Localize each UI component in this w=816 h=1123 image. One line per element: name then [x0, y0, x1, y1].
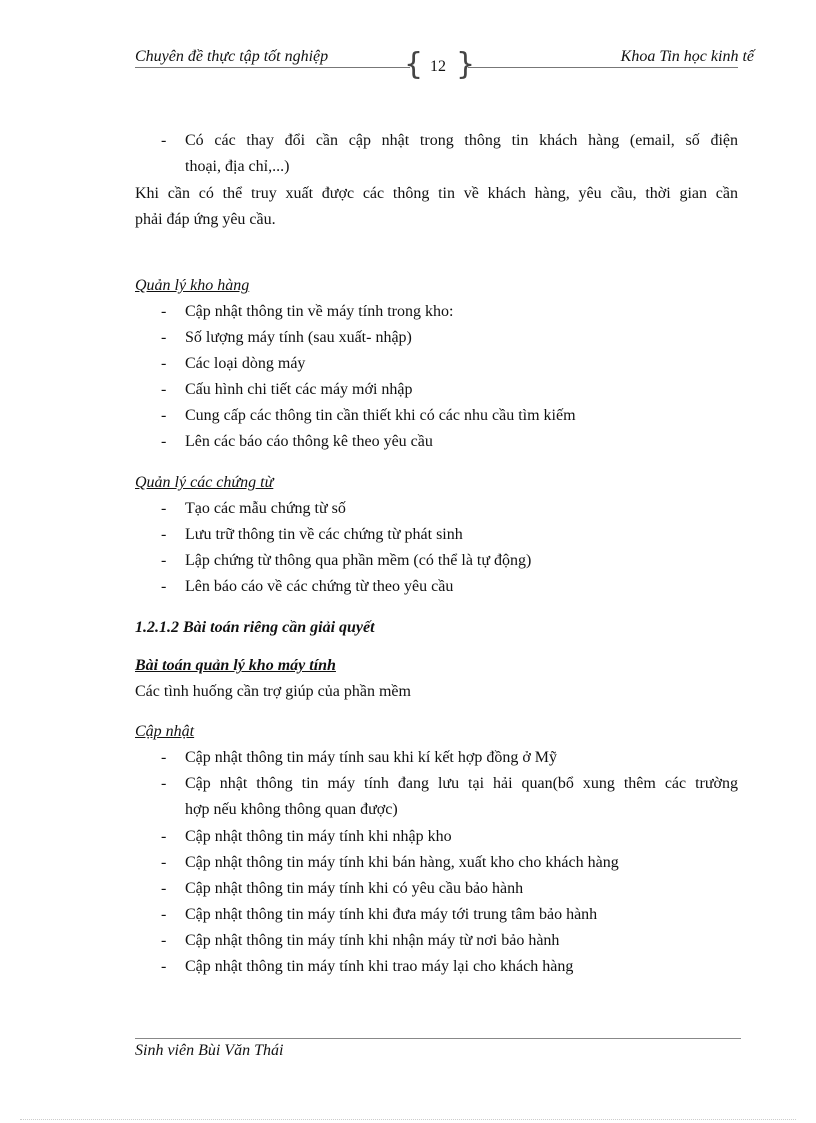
bullet-dash: -: [161, 132, 167, 149]
paragraph-line: [135, 207, 276, 233]
header-rule-left: [135, 67, 410, 68]
list-item-text: Có các thay đổi cần cập nhật trong thông tin khách hàng (email, số điện: [185, 132, 738, 149]
page-number: 12: [430, 58, 446, 75]
section-heading-1-2-1-2: 1.2.1.2 Bài toán riêng cần giải quyết: [135, 619, 375, 636]
footer-author: Sinh viên Bùi Văn Thái: [135, 1042, 284, 1059]
list-item: - Cập nhật thông tin máy tính đang lưu tại hải quan(bổ xung thêm các trường: [161, 775, 738, 792]
header-rule-right: [468, 67, 738, 68]
paragraph-text: Khi cần có thể truy xuất được các thông tin về khách hàng, yêu cầu, thời gian cần: [135, 185, 738, 202]
footer-rule: [135, 1038, 741, 1039]
paragraph-line: Các tình huống cần trợ giúp của phần mềm: [135, 683, 411, 700]
paragraph-line: [135, 181, 738, 207]
list-item: [135, 128, 738, 154]
left-brace-icon: {: [404, 47, 424, 82]
section-heading-cap-nhat: Cập nhật: [135, 723, 195, 740]
section-heading-kho-hang: Quản lý kho hàng: [135, 277, 250, 294]
section-heading-chung-tu: Quản lý các chứng từ: [135, 474, 274, 491]
header-right-title: Khoa Tin học kinh tế: [620, 48, 754, 65]
paragraph-text: phải đáp ứng yêu cầu.: [135, 211, 276, 228]
list-item-text: thoại, địa chỉ,...): [185, 158, 290, 175]
right-brace-icon: }: [456, 47, 476, 82]
header-left-title: Chuyên đề thực tập tốt nghiệp: [135, 48, 329, 65]
subsection-heading: Bài toán quản lý kho máy tính: [135, 657, 336, 674]
page-edge-divider: [20, 1119, 796, 1120]
